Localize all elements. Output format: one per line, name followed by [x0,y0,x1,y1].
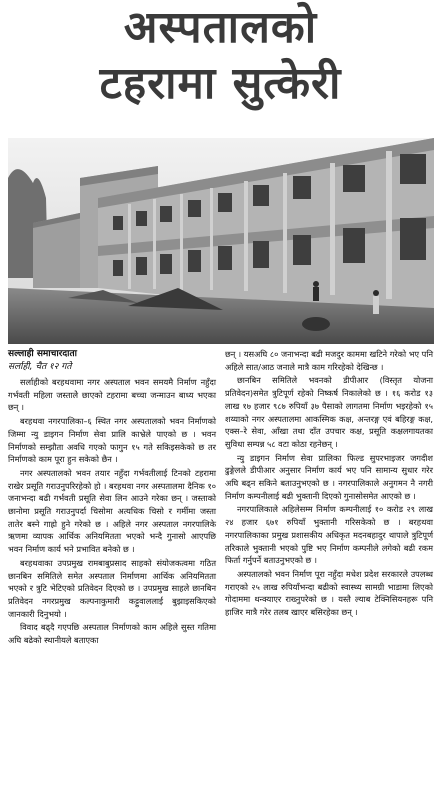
article-column-left [8,376,216,648]
paragraph: बरहथवाका उपप्रमुख रामबाबुप्रसाद साहको संयोजकत्वमा गठित छानबिन समितिले समेत अस्पताल निर्माणमा आर्थिक अनियमितता भएको र त्रुटि भेटिएको प्रतिवेदन दिएको छ । उपप्रमुख साहले छानबिन प्रतिवेदन नगरप्रमुख कल्पनाकुमारी कट्टुवाललाई बुझाइसकिएको जानकारी दिनुभयो । [8,557,216,619]
paragraph: सर्लाहीको बरहथवामा नगर अस्पताल भवन समयमै निर्माण नहुँदा गर्भवती महिला जस्तालेे छाएको टहरामा बच्चा जन्माउन बाध्य भएका छन् । [8,377,216,413]
paragraph-continued: छन् । यसअघि ८० जनाभन्दा बढी मजदुर काममा खटिने गरेको भए पनि अहिले सात/आठ जनाले मात्रै काम गरिरहेको देखिन्छ । [225,349,433,372]
paragraph: विवाद बढ्दै गएपछि अस्पताल निर्माणको काम अहिले सुस्त गतिमा अघि बढेको स्थानीयले बताएका [8,622,216,646]
hospital-building-photo [8,138,434,344]
news-photo-hospital-construction [8,138,434,344]
paragraph: अस्पतालको भवन निर्माण पूरा नहुँदा मधेश प्रदेश सरकारले उपलब्ध गराएको २५ लाख रुपियाँभन्दा बढीको स्वास्थ्य सामग्री भाडामा लिएको गोदाममा थन्क्याएर राख्नुपरेको छ । यस्तै ल्याब टेक्निसियनहरू पनि हाजिर मात्रै गरेर तलब खाएर बसिरहेका छन् । [225,568,433,618]
paragraph: छानबिन समितिले भवनको डीपीआर (विस्तृत योजना प्रतिवेदन)समेत त्रुटिपूर्ण रहेको निष्कर्ष निकालेको छ । १६ करोड १३ लाख १७ हजार ९८७ रुपियाँ ३७ पैसाको लागतमा निर्माण भइरहेको १५ शय्याको नगर अस्पतालमा आकस्मिक कक्ष, अन्तरङ्ग एवं बहिरङ्ग कक्ष, एक्स–रे सेवा, आँखा तथा दाँत उपचार कक्ष, प्रसूति कक्षलगायतका सुविधा सम्पन्न ५८ वटा कोठा रहनेछन् । [225,375,433,449]
byline-agency: सल्लाही समाचारदाता [8,349,77,359]
paragraph: बरहथवा नगरपालिका–६ स्थित नगर अस्पतालको भवन निर्माणको जिम्मा न्यु डाइगन निर्माण सेवा प्रालि काभ्रेले पाएको छ । भवन निर्माणको सम्झौता अवधि गएको फागुन १५ गते सकिइसकेको छ तर निर्माणको काम पूरा हुन सकेको छैन । [8,416,216,465]
paragraph: नगर अस्पतालको भवन तयार नहुँदा गर्भवतीलाई टिनको टहरामा राखेर प्रसूति गराउनुपरिरहेको हो । बरहथवा नगर अस्पतालमा दैनिक १० जनाभन्दा बढी गर्भवती प्रसूति सेवा लिन आउने गरेका छन् । जस्ताको छानोमा प्रसूति गराउनुपर्दा चिसोमा अत्यधिक चिसो र गर्मीमा जस्ता तातेर बस्ने गाह्रो हुने गरेको छ । अहिले नगर अस्पताल नगरपालिके ऋणमा व्यापक आर्थिक अनियमितता भएको भन्दै गुनासो आएपछि भवन निर्माण कार्य भने प्रभावित बनेको छ । [8,467,216,555]
headline-line-1: अस्पतालको [123,2,318,53]
article-column-right [225,348,433,620]
paragraph: न्यु डाइगन निर्माण सेवा प्रालिका फिल्ड सुपरभाइजर जगदीश ढुङ्गेलले डीपीआर अनुसार निर्माण कार्य भए पनि सामान्य सुधार गरेर अघि बढ्न सकिने बताउनुभएको छ । नगरपालिकाले अनुगमन नै नगरी निर्माण कम्पनीलाई बढी भुक्तानी दिएको गुनासोसमेत आएको छ । [225,452,433,501]
byline-dateline: सर्लाही, चैत १२ गते [8,362,72,372]
headline-line-2: टहरामा सुत्केरी [99,58,342,109]
paragraph: नगरपालिकाले अहिलेसम्म निर्माण कम्पनीलाई १० करोड २९ लाख २४ हजार ६७१ रुपियाँ भुक्तानी गरिसकेको छ । बरहथवा नगरपालिकाका प्रमुख प्रशासकीय अधिकृत मदनबहादुर थापाले त्रुटिपूर्ण तरिकाले भुक्तानी भएको पुष्टि भए निर्माण कम्पनीले लगेको बढी रकम फिर्ता गर्नुपर्ने बताउनुभएको छ । [225,504,433,566]
byline [8,348,208,374]
